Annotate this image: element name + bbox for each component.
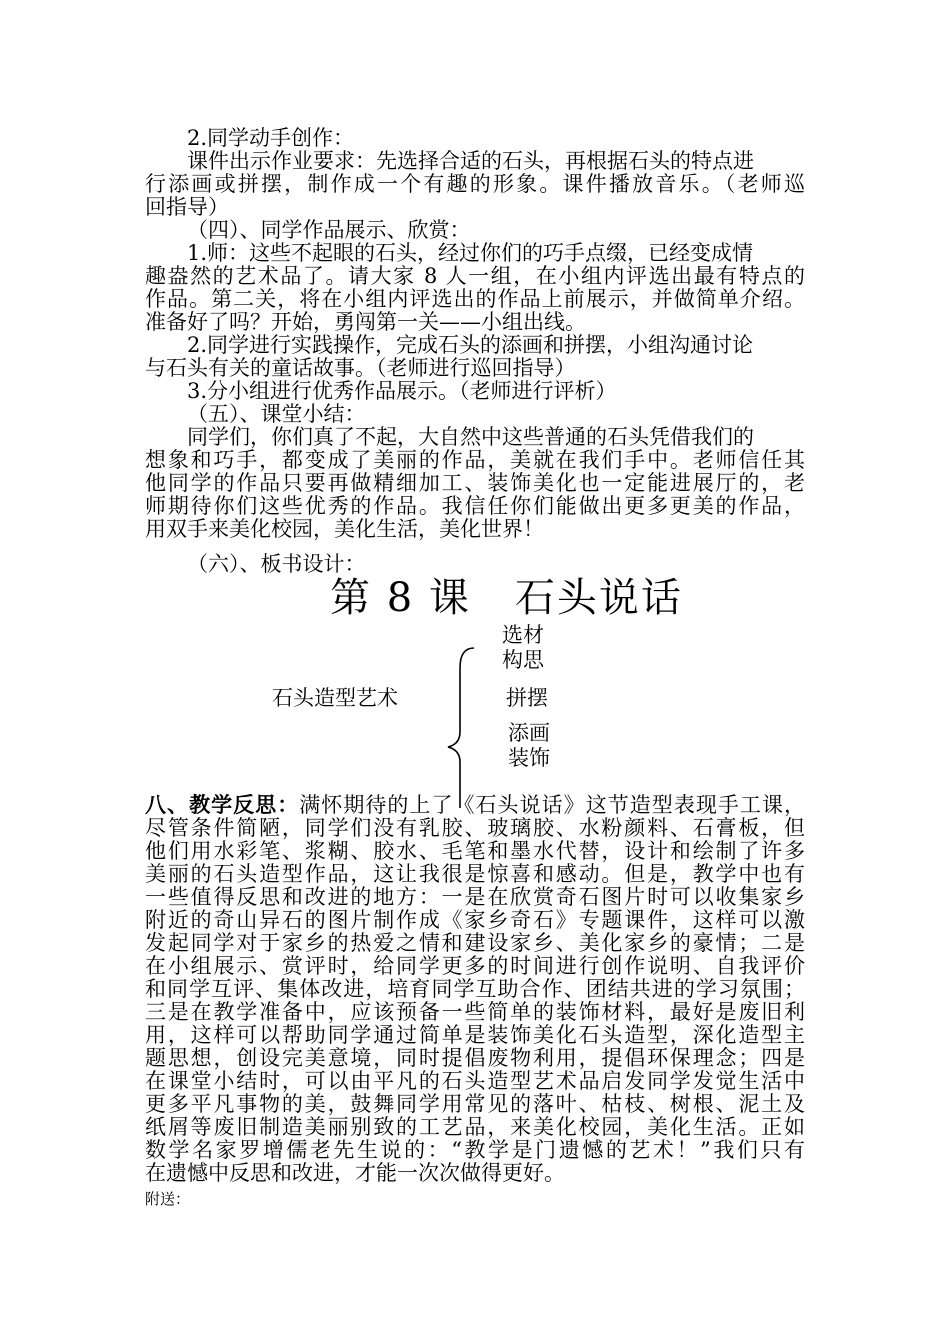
appendix-label: 附送： (145, 1190, 191, 1208)
paragraph-line: 在小组展示、赏评时，给同学更多的时间进行创作说明、自我评价 (145, 954, 805, 978)
paragraph-line: 回指导） (145, 195, 229, 219)
paragraph-line: 三是在教学准备中，应该预备一些简单的装饰材料，最好是废旧利 (145, 1000, 805, 1024)
paragraph-line: 想象和巧手，都变成了美丽的作品，美就在我们手中。老师信任其 (145, 448, 805, 472)
section6-heading: （六）、板书设计： (187, 552, 366, 576)
paragraph-line: 美丽的石头造型作品，这让我很是惊喜和感动。但是，教学中也有 (145, 862, 805, 886)
paragraph-line: 在遗憾中反思和改进，才能一次次做得更好。 (145, 1161, 565, 1185)
paragraph-line: 纸屑等废旧制造美丽别致的工艺品，来美化校园，美化生活。正如 (145, 1115, 805, 1139)
step2-heading: 2.同学动手创作： (187, 126, 355, 150)
paragraph-line: 师期待你们这些优秀的作品。我信任你们能做出更多更美的作品， (145, 494, 805, 518)
paragraph-line: 2.同学进行实践操作，完成石头的添画和拼摆，小组沟通讨论 (187, 333, 754, 357)
paragraph-line: 他们用水彩笔、浆糊、胶水、毛笔和墨水代替，设计和绘制了许多 (145, 839, 805, 863)
paragraph-line: 和同学互评、集体改进，培育同学互助合作、团结共进的学习氛围； (145, 977, 805, 1001)
paragraph-line: 课件出示作业要求：先选择合适的石头，再根据石头的特点进 (187, 149, 754, 173)
paragraph-line: 用双手来美化校园，美化生活，美化世界！ (145, 517, 544, 541)
paragraph-line: 同学们，你们真了不起，大自然中这些普通的石头凭借我们的 (187, 425, 754, 449)
paragraph-line: 发起同学对于家乡的热爱之情和建设家乡、美化家乡的豪情；二是 (145, 931, 805, 955)
paragraph-line: 题思想，创设完美意境，同时提倡废物利用，提倡环保理念；四是 (145, 1046, 805, 1070)
branch-item: 拼摆 (506, 686, 548, 710)
paragraph-line: 尽管条件简陋，同学们没有乳胶、玻璃胶、水粉颜料、石膏板，但 (145, 816, 805, 840)
branch-item: 选材 (502, 623, 544, 647)
paragraph-line: 数学名家罗增儒老先生说的：“教学是门遗憾的艺术！”我们只有 (145, 1138, 805, 1162)
branch-item: 添画 (508, 721, 550, 745)
paragraph-line: 一些值得反思和改进的地方：一是在欣赏奇石图片时可以收集家乡 (145, 885, 805, 909)
board-title (330, 574, 683, 622)
curly-brace (438, 640, 478, 815)
board-title-lesson: 第 8 课 (330, 575, 471, 621)
paragraph-line: 附近的奇山异石的图片制作成《家乡奇石》专题课件，这样可以激 (145, 908, 805, 932)
board-title-name: 石头说话 (514, 575, 683, 621)
brace-path (448, 648, 474, 808)
paragraph-line: 更多平凡事物的美，鼓舞同学用常见的落叶、枯枝、树根、泥土及 (145, 1092, 805, 1116)
paragraph-line: 与石头有关的童话故事。（老师进行巡回指导） (145, 356, 576, 380)
paragraph-line: 满怀期待的上了《石头说话》这节造型表现手工课， (299, 793, 806, 817)
paragraph-line: 他同学的作品只要再做精细加工、装饰美化也一定能进展厅的，老 (145, 471, 805, 495)
board-center-label: 石头造型艺术 (272, 686, 398, 710)
section8-first-line (145, 794, 805, 816)
section8-heading: 八、教学反思： (145, 792, 300, 817)
paragraph-line: 3.分小组进行优秀作品展示。（老师进行评析） (187, 379, 617, 403)
branch-item: 装饰 (508, 746, 550, 770)
paragraph-line: 在课堂小结时，可以由平凡的石头造型艺术品启发同学发觉生活中 (145, 1069, 805, 1093)
paragraph-line: 用，这样可以帮助同学通过简单是装饰美化石头造型，深化造型主 (145, 1023, 805, 1047)
paragraph-line: 作品。第二关，将在小组内评选出的作品上前展示，并做简单介绍。 (145, 287, 805, 311)
branch-item: 构思 (502, 648, 544, 672)
paragraph-line: 准备好了吗？开始，勇闯第一关——小组出线。 (145, 310, 586, 334)
paragraph-line: 趣盎然的艺术品了。请大家 8 人一组，在小组内评选出最有特点的 (145, 264, 805, 288)
paragraph-line: 行添画或拼摆，制作成一个有趣的形象。课件播放音乐。（老师巡 (145, 172, 805, 196)
section5-heading: （五）、课堂小结： (187, 402, 366, 426)
section4-heading: （四）、同学作品展示、欣赏： (187, 218, 471, 242)
paragraph-line: 1.师：这些不起眼的石头，经过你们的巧手点缀，已经变成情 (187, 241, 754, 265)
